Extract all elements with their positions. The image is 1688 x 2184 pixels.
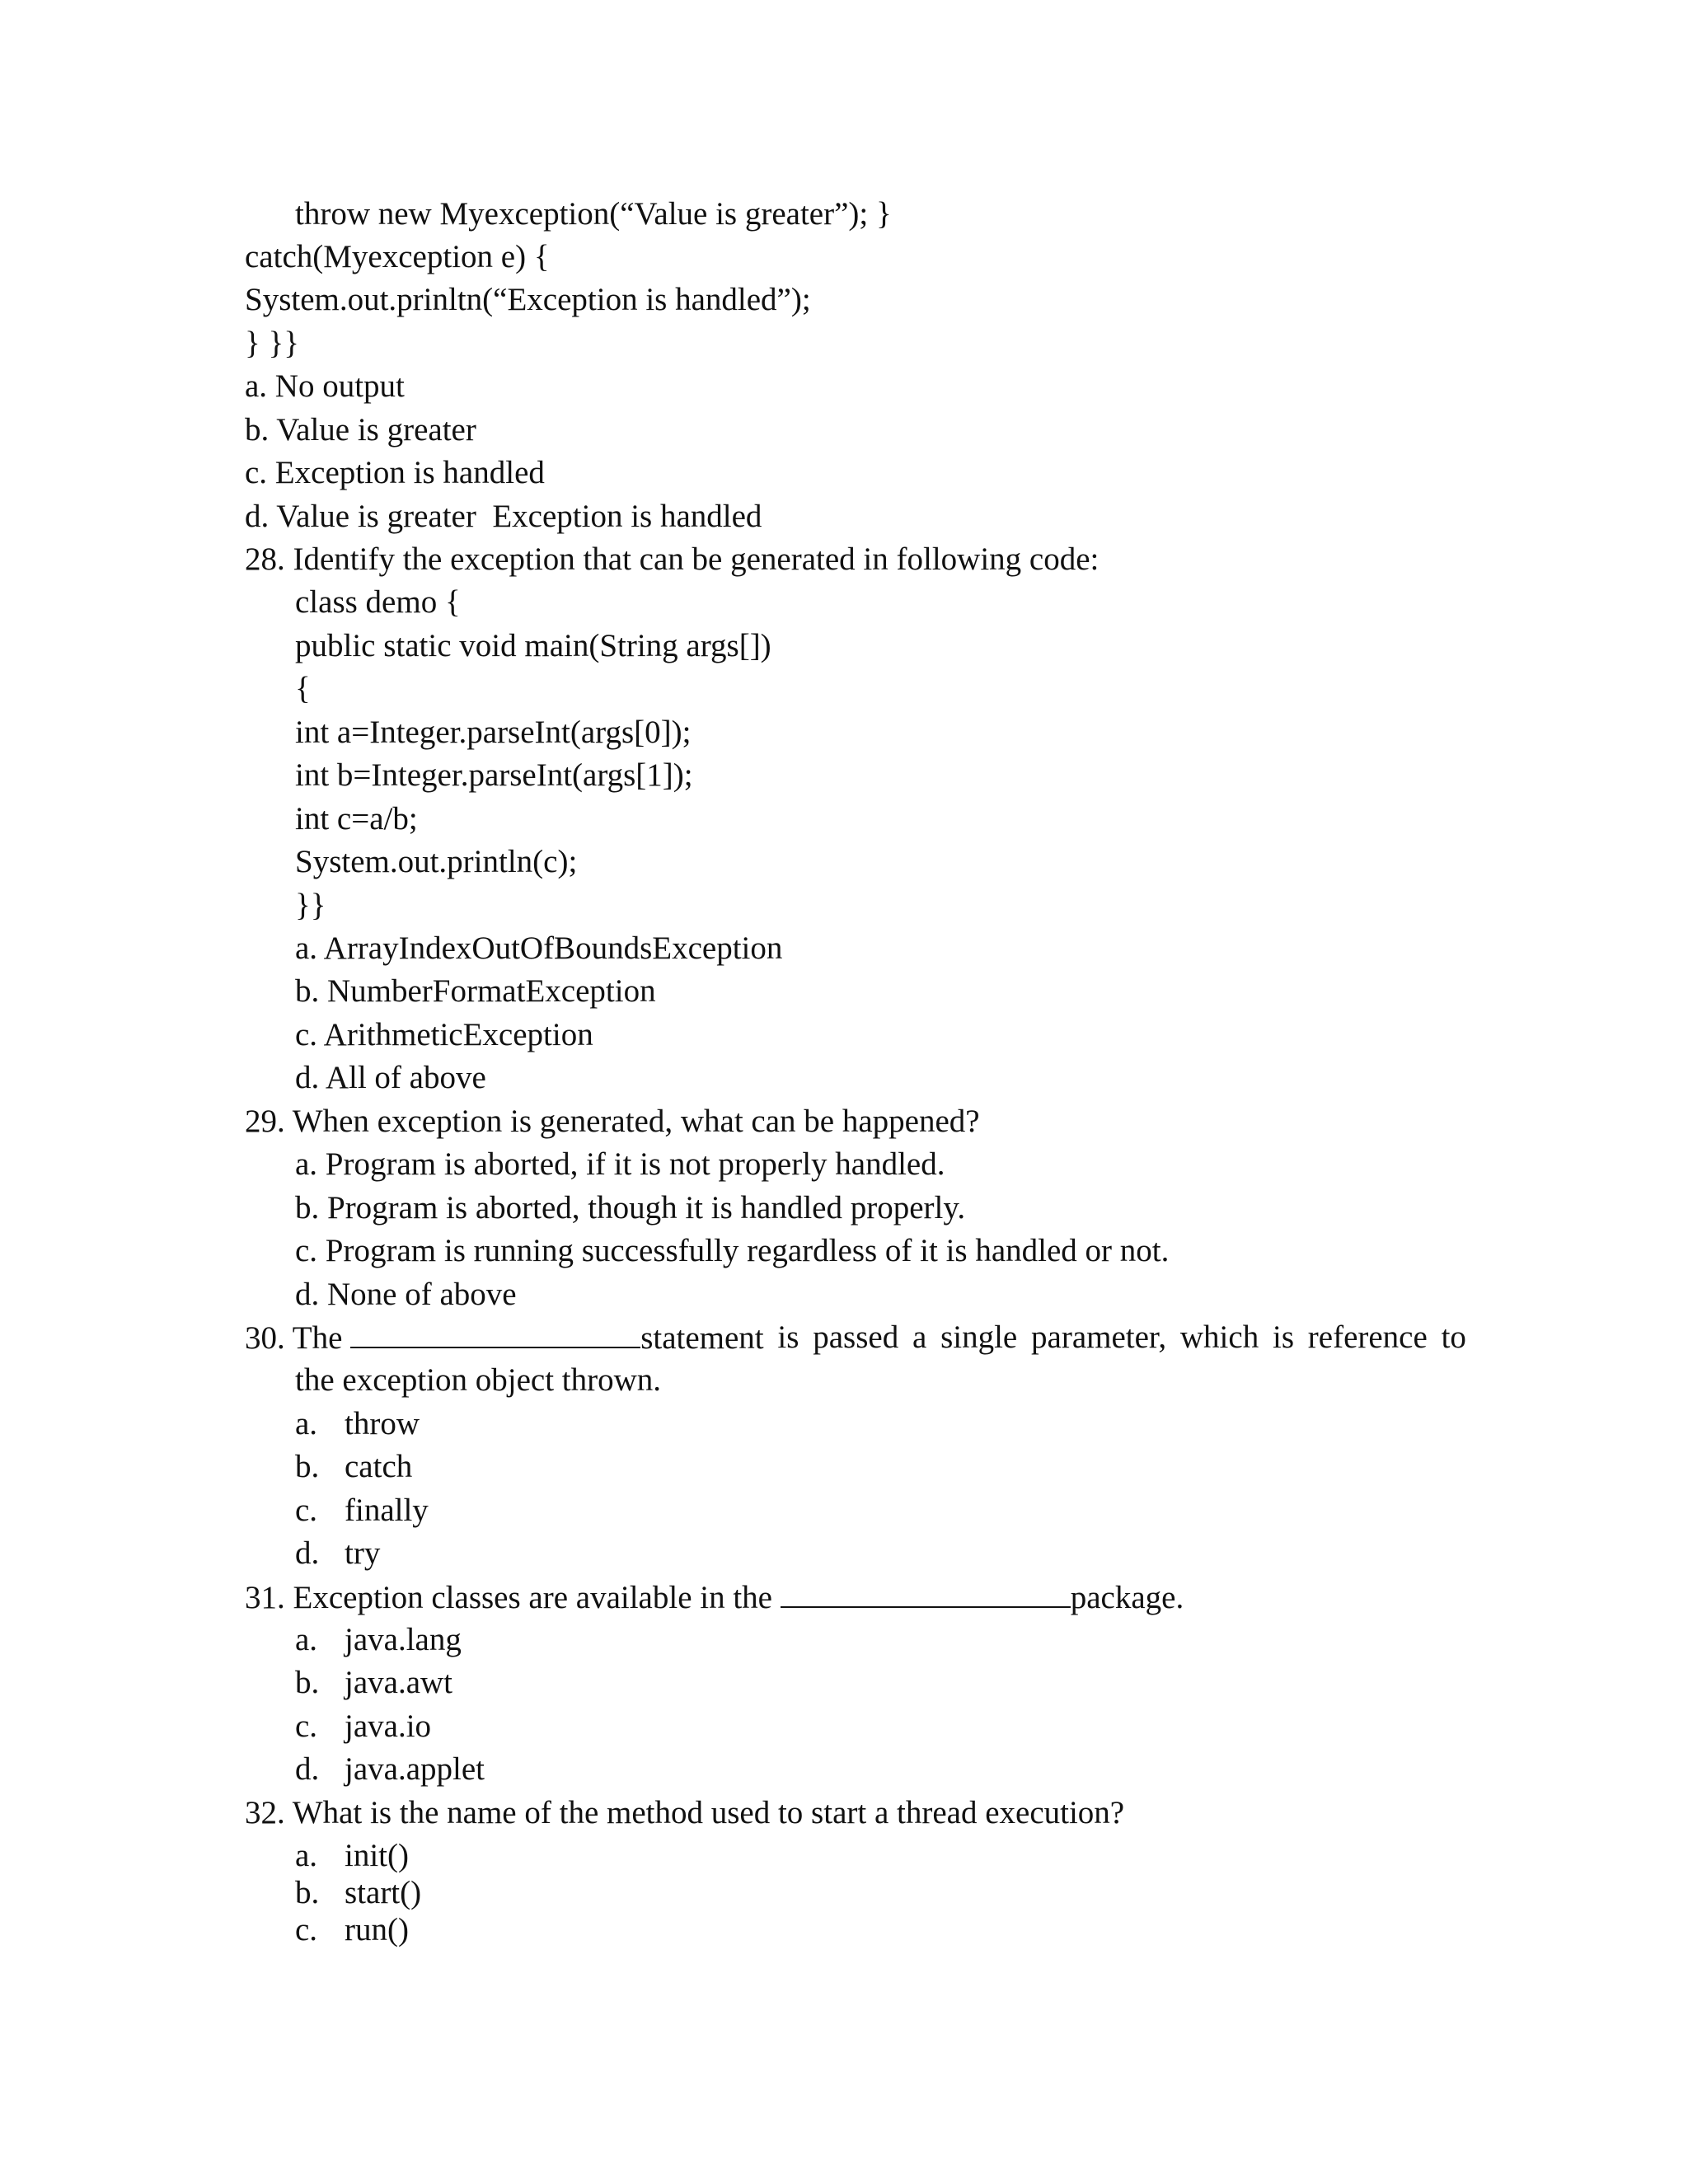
q27-option-c: c. Exception is handled xyxy=(245,455,545,490)
q30-word: to xyxy=(1441,1319,1466,1355)
q30-option-a: a. throw xyxy=(295,1406,420,1441)
q31-blank xyxy=(781,1578,1071,1608)
q30-continuation: the exception object thrown. xyxy=(295,1362,662,1398)
q28-code-line: }} xyxy=(295,888,326,923)
q28-code-line: int b=Integer.parseInt(args[1]); xyxy=(295,757,693,793)
q30-option-d: d. try xyxy=(295,1535,381,1571)
q28-option-a: a. ArrayIndexOutOfBoundsException xyxy=(295,930,783,966)
q27-option-d: d. Value is greater Exception is handled xyxy=(245,499,762,534)
q30-word: single xyxy=(940,1319,1018,1355)
q28-code-line: int c=a/b; xyxy=(295,801,418,837)
q31-question: 31. Exception classes are available in the package. xyxy=(245,1580,1184,1615)
q28-code-line: { xyxy=(295,671,311,706)
q30-question xyxy=(245,1319,1466,1357)
q29-option-b: b. Program is aborted, though it is handled properly. xyxy=(295,1190,966,1226)
q31-option-a: a. java.lang xyxy=(295,1622,462,1657)
q28-option-d: d. All of above xyxy=(295,1060,486,1095)
q30-word: which xyxy=(1179,1319,1259,1355)
q30-prefix: 30. The statement xyxy=(245,1320,764,1356)
code-line: System.out.prinltn(“Exception is handled”); xyxy=(245,282,811,317)
q32-option-b: b. start() xyxy=(295,1875,422,1910)
code-line: throw new Myexception(“Value is greater”); } xyxy=(295,196,892,232)
q27-option-a: a. No output xyxy=(245,368,405,404)
code-line: } }} xyxy=(245,326,299,361)
q31-option-d: d. java.applet xyxy=(295,1751,485,1787)
q29-option-c: c. Program is running successfully regardless of it is handled or not. xyxy=(295,1233,1170,1268)
q28-code-line: class demo { xyxy=(295,584,461,620)
q29-question: 29. When exception is generated, what can be happened? xyxy=(245,1104,980,1139)
q29-option-a: a. Program is aborted, if it is not properly handled. xyxy=(295,1146,945,1182)
q30-word: a xyxy=(912,1319,927,1355)
q30-word: is xyxy=(777,1319,799,1355)
q32-option-c: c. run() xyxy=(295,1912,409,1947)
code-line: catch(Myexception e) { xyxy=(245,239,550,274)
q30-word: reference xyxy=(1307,1319,1428,1355)
q30-option-b: b. catch xyxy=(295,1449,413,1484)
q28-question: 28. Identify the exception that can be generated in following code: xyxy=(245,541,1100,577)
q30-blank xyxy=(350,1319,640,1348)
q31-option-c: c. java.io xyxy=(295,1708,432,1744)
q30-word: is xyxy=(1272,1319,1294,1355)
q32-question: 32. What is the name of the method used to start a thread execution? xyxy=(245,1795,1125,1830)
q28-option-c: c. ArithmeticException xyxy=(295,1017,593,1052)
q30-word: passed xyxy=(813,1319,899,1355)
q28-option-b: b. NumberFormatException xyxy=(295,973,656,1009)
q28-code-line: System.out.println(c); xyxy=(295,844,578,879)
q28-code-line: int a=Integer.parseInt(args[0]); xyxy=(295,715,692,750)
q31-option-b: b. java.awt xyxy=(295,1665,453,1700)
q29-option-d: d. None of above xyxy=(295,1277,517,1312)
q30-option-c: c. finally xyxy=(295,1493,429,1528)
q28-code-line: public static void main(String args[]) xyxy=(295,628,771,663)
q30-word: parameter, xyxy=(1031,1319,1167,1355)
q27-option-b: b. Value is greater xyxy=(245,412,476,448)
q32-option-a: a. init() xyxy=(295,1838,409,1873)
